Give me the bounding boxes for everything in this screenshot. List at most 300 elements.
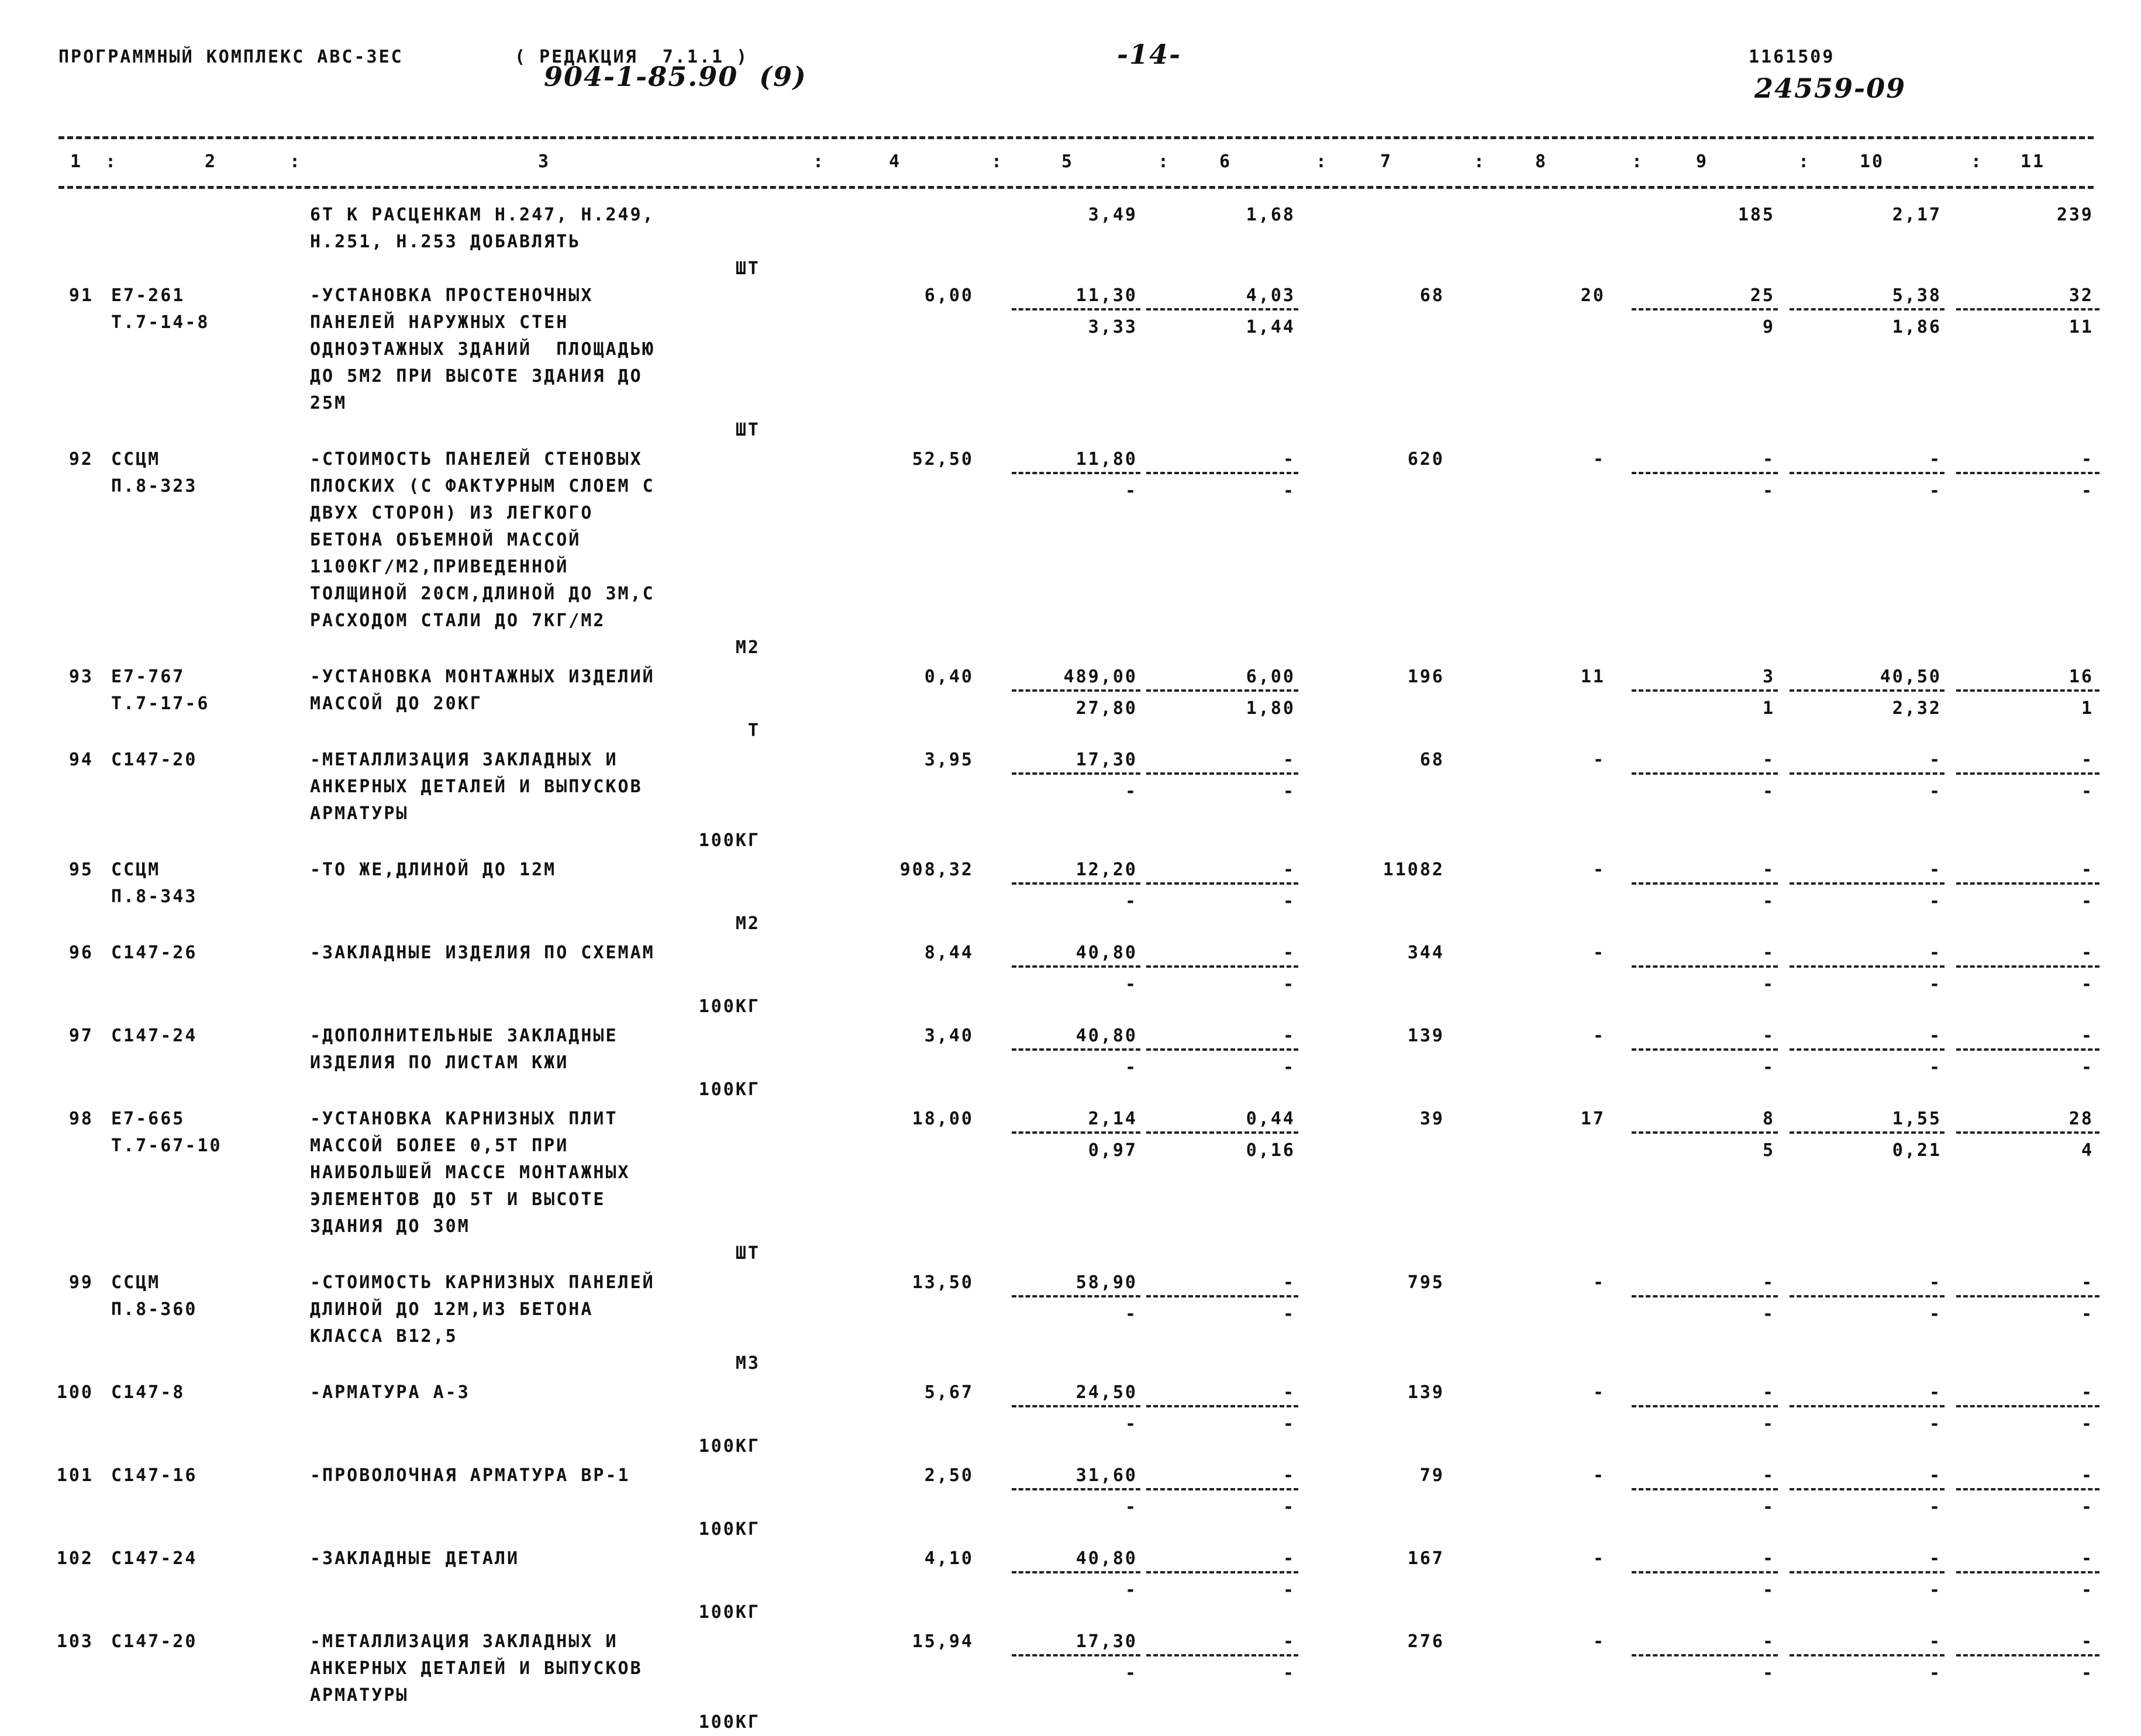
- row-description-line: ОДНОЭТАЖНЫХ ЗДАНИЙ ПЛОЩАДЬЮ: [310, 339, 655, 360]
- row-c6: -: [1282, 943, 1295, 963]
- row-c9: -: [1762, 860, 1775, 880]
- row-description-line: ДЛИНОЙ ДО 12М,ИЗ БЕТОНА: [310, 1299, 594, 1320]
- subtotal-divider: [1632, 1131, 1778, 1134]
- row-unit: 100КГ: [698, 1519, 760, 1540]
- row-c6: -: [1282, 1465, 1295, 1486]
- row-description-line: -ЗАКЛАДНЫЕ ДЕТАЛИ: [310, 1548, 520, 1569]
- row-code: С147-26: [111, 943, 198, 963]
- row-c5: 12,20: [1075, 860, 1137, 880]
- row-description-line: БЕТОНА ОБЪЕМНОЙ МАССОЙ: [310, 530, 581, 550]
- subtotal-divider: [1012, 1571, 1140, 1573]
- row-description-line: -СТОИМОСТЬ ПАНЕЛЕЙ СТЕНОВЫХ: [310, 449, 643, 470]
- row-c11: -: [2081, 1548, 2094, 1569]
- row-c7: 276: [1407, 1631, 1444, 1652]
- row-code: Е7-665: [111, 1109, 185, 1129]
- column-separator: :: [813, 151, 826, 172]
- row-c7: 68: [1419, 285, 1444, 306]
- subtotal-divider: [1956, 1488, 2099, 1490]
- subtotal-divider: [1146, 689, 1298, 692]
- subtotal-divider: [1012, 1405, 1140, 1407]
- row-c11b: -: [2081, 1580, 2094, 1600]
- subtotal-divider: [1146, 772, 1298, 775]
- row-c9: -: [1762, 1026, 1775, 1046]
- row-code-secondary: П.8-343: [111, 886, 198, 907]
- row-description-line: -УСТАНОВКА ПРОСТЕНОЧНЫХ: [310, 285, 594, 306]
- row-c11b: -: [2081, 1414, 2094, 1434]
- row-c11b: -: [2081, 1304, 2094, 1324]
- row-c10b: 2,32: [1892, 698, 1942, 719]
- row-c10b: -: [1929, 1304, 1942, 1324]
- subtotal-divider: [1632, 1654, 1778, 1656]
- row-c5: 17,30: [1075, 750, 1137, 770]
- row-code-secondary: Т.7-17-6: [111, 693, 210, 714]
- row-c6b: 1,80: [1246, 698, 1295, 719]
- row-description-line: ПЛОСКИХ (С ФАКТУРНЫМ СЛОЕМ С: [310, 476, 655, 496]
- intro-c9: 185: [1737, 205, 1775, 225]
- column-header-8: 8: [1535, 151, 1548, 172]
- row-c9b: -: [1762, 1663, 1775, 1683]
- row-c10b: -: [1929, 1057, 1942, 1078]
- row-c6b: -: [1282, 481, 1295, 501]
- row-c4: 5,67: [924, 1382, 974, 1403]
- subtotal-divider: [1632, 772, 1778, 775]
- row-code: ССЦМ: [111, 1272, 161, 1293]
- row-description-line: ДО 5М2 ПРИ ВЫСОТЕ ЗДАНИЯ ДО: [310, 366, 643, 386]
- row-c5: 489,00: [1063, 667, 1137, 687]
- row-description-line: -УСТАНОВКА МОНТАЖНЫХ ИЗДЕЛИЙ: [310, 667, 655, 687]
- row-c6: -: [1282, 449, 1295, 470]
- intro-text-line: Н.251, Н.253 ДОБАВЛЯТЬ: [310, 232, 581, 252]
- row-c7: 39: [1419, 1109, 1444, 1129]
- row-c4: 18,00: [912, 1109, 974, 1129]
- row-c9b: 1: [1762, 698, 1775, 719]
- row-unit: М2: [735, 913, 760, 934]
- row-description-line: -ДОПОЛНИТЕЛЬНЫЕ ЗАКЛАДНЫЕ: [310, 1026, 618, 1046]
- column-header-6: 6: [1219, 151, 1232, 172]
- document-number: 1161509: [1749, 47, 1835, 67]
- row-description-line: -ПРОВОЛОЧНАЯ АРМАТУРА ВР-1: [310, 1465, 630, 1486]
- column-separator: :: [1316, 151, 1329, 172]
- row-c5: 58,90: [1075, 1272, 1137, 1293]
- row-c5b: -: [1125, 1057, 1137, 1078]
- column-header-10: 10: [1860, 151, 1885, 172]
- row-c6b: -: [1282, 1414, 1295, 1434]
- row-c9: -: [1762, 1272, 1775, 1293]
- row-description-line: -МЕТАЛЛИЗАЦИЯ ЗАКЛАДНЫХ И: [310, 1631, 618, 1652]
- column-header-4: 4: [889, 151, 902, 172]
- row-code-secondary: П.8-323: [111, 476, 198, 496]
- row-description-line: АНКЕРНЫХ ДЕТАЛЕЙ И ВЫПУСКОВ: [310, 1658, 643, 1679]
- column-separator: :: [105, 151, 118, 172]
- row-description-line: 1100КГ/М2,ПРИВЕДЕННОЙ: [310, 557, 569, 577]
- row-c11: -: [2081, 1631, 2094, 1652]
- subtotal-divider: [1146, 1048, 1298, 1051]
- row-c11: 16: [2068, 667, 2094, 687]
- row-c4: 13,50: [912, 1272, 974, 1293]
- row-c4: 15,94: [912, 1631, 974, 1652]
- subtotal-divider: [1012, 308, 1140, 310]
- row-c7: 68: [1419, 750, 1444, 770]
- row-c6b: 1,44: [1246, 317, 1295, 337]
- subtotal-divider: [1146, 965, 1298, 968]
- row-c4: 3,40: [924, 1026, 974, 1046]
- subtotal-divider: [1146, 1131, 1298, 1134]
- row-c5: 40,80: [1075, 943, 1137, 963]
- row-number: 98: [68, 1109, 94, 1129]
- subtotal-divider: [1146, 882, 1298, 885]
- subtotal-divider: [1146, 1405, 1298, 1407]
- row-c6: -: [1282, 1548, 1295, 1569]
- row-number: 91: [68, 285, 94, 306]
- row-c8: -: [1592, 1026, 1605, 1046]
- row-c10: -: [1929, 1272, 1942, 1293]
- row-c7: 620: [1407, 449, 1444, 470]
- column-header-5: 5: [1061, 151, 1074, 172]
- row-c8: -: [1592, 449, 1605, 470]
- subtotal-divider: [1146, 1295, 1298, 1297]
- intro-unit: ШТ: [735, 258, 760, 279]
- intro-c11: 239: [2056, 205, 2094, 225]
- row-description-line: ПАНЕЛЕЙ НАРУЖНЫХ СТЕН: [310, 312, 569, 333]
- column-separator: :: [1632, 151, 1644, 172]
- row-c5b: 27,80: [1075, 698, 1137, 719]
- row-description-line: АРМАТУРЫ: [310, 803, 409, 824]
- row-c6b: -: [1282, 1580, 1295, 1600]
- row-c8: -: [1592, 943, 1605, 963]
- subtotal-divider: [1012, 472, 1140, 474]
- row-c5b: -: [1125, 1663, 1137, 1683]
- row-c11b: -: [2081, 481, 2094, 501]
- row-unit: 100КГ: [698, 830, 760, 851]
- subtotal-divider: [1790, 882, 1945, 885]
- row-c11b: -: [2081, 1663, 2094, 1683]
- row-c10: -: [1929, 1026, 1942, 1046]
- subtotal-divider: [1012, 689, 1140, 692]
- row-c10b: -: [1929, 481, 1942, 501]
- row-c6: -: [1282, 1631, 1295, 1652]
- row-c11b: -: [2081, 891, 2094, 912]
- row-c11b: 11: [2068, 317, 2094, 337]
- subtotal-divider: [1632, 965, 1778, 968]
- subtotal-divider: [1790, 472, 1945, 474]
- row-c11: -: [2081, 943, 2094, 963]
- row-code: С147-8: [111, 1382, 185, 1403]
- row-c6: -: [1282, 860, 1295, 880]
- row-c10: -: [1929, 943, 1942, 963]
- column-header-9: 9: [1696, 151, 1709, 172]
- column-separator: :: [991, 151, 1004, 172]
- row-c4: 4,10: [924, 1548, 974, 1569]
- subtotal-divider: [1632, 1048, 1778, 1051]
- row-description-line: НАИБОЛЬШЕЙ МАССЕ МОНТАЖНЫХ: [310, 1162, 630, 1183]
- row-c8: -: [1592, 1272, 1605, 1293]
- row-c9: -: [1762, 750, 1775, 770]
- row-number: 92: [68, 449, 94, 470]
- intro-text-line: 6Т К РАСЦЕНКАМ Н.247, Н.249,: [310, 205, 655, 225]
- row-c4: 52,50: [912, 449, 974, 470]
- row-c5b: -: [1125, 1304, 1137, 1324]
- row-unit: 100КГ: [698, 1602, 760, 1623]
- row-c9b: -: [1762, 974, 1775, 995]
- column-separator: :: [289, 151, 302, 172]
- row-description-line: -АРМАТУРА А-3: [310, 1382, 470, 1403]
- row-c9b: 9: [1762, 317, 1775, 337]
- row-c10: -: [1929, 750, 1942, 770]
- subtotal-divider: [1956, 772, 2099, 775]
- row-code-secondary: П.8-360: [111, 1299, 198, 1320]
- subtotal-divider: [1012, 1654, 1140, 1656]
- page-number: -14-: [1117, 39, 1182, 70]
- subtotal-divider: [1956, 965, 2099, 968]
- row-c11b: 1: [2081, 698, 2094, 719]
- row-c6: 4,03: [1246, 285, 1295, 306]
- subtotal-divider: [1790, 772, 1945, 775]
- row-unit: 100КГ: [698, 1436, 760, 1457]
- row-c9b: -: [1762, 1580, 1775, 1600]
- row-c11b: -: [2081, 1497, 2094, 1517]
- row-c6: 6,00: [1246, 667, 1295, 687]
- column-header-1: 1: [70, 151, 83, 172]
- row-c11b: -: [2081, 781, 2094, 802]
- subtotal-divider: [1790, 1488, 1945, 1490]
- column-separator: :: [1971, 151, 1984, 172]
- row-c6b: -: [1282, 1497, 1295, 1517]
- subtotal-divider: [1956, 472, 2099, 474]
- subtotal-divider: [1012, 1488, 1140, 1490]
- row-c6: 0,44: [1246, 1109, 1295, 1129]
- subtotal-divider: [1790, 1405, 1945, 1407]
- row-c8: -: [1592, 750, 1605, 770]
- row-c7: 79: [1419, 1465, 1444, 1486]
- subtotal-divider: [1632, 472, 1778, 474]
- row-c9: 25: [1750, 285, 1775, 306]
- edition-label: ( РЕДАКЦИЯ 7.1.1 ): [515, 47, 749, 67]
- row-c7: 344: [1407, 943, 1444, 963]
- subtotal-divider: [1012, 1295, 1140, 1297]
- row-c9: 3: [1762, 667, 1775, 687]
- row-c4: 3,95: [924, 750, 974, 770]
- subtotal-divider: [1012, 1048, 1140, 1051]
- subtotal-divider: [1012, 1131, 1140, 1134]
- row-unit: 100КГ: [698, 996, 760, 1017]
- row-unit: ШТ: [735, 1243, 760, 1264]
- row-c6b: -: [1282, 1304, 1295, 1324]
- row-c8: 17: [1580, 1109, 1605, 1129]
- subtotal-divider: [1146, 1654, 1298, 1656]
- row-number: 100: [56, 1382, 94, 1403]
- row-c4: 2,50: [924, 1465, 974, 1486]
- subtotal-divider: [1956, 1131, 2099, 1134]
- row-c6b: -: [1282, 891, 1295, 912]
- row-code: С147-24: [111, 1026, 198, 1046]
- intro-c5: 3,49: [1088, 205, 1137, 225]
- subtotal-divider: [1956, 689, 2099, 692]
- row-number: 102: [56, 1548, 94, 1569]
- row-c11: -: [2081, 449, 2094, 470]
- row-c10: 40,50: [1880, 667, 1942, 687]
- row-c6b: -: [1282, 781, 1295, 802]
- row-c9b: -: [1762, 891, 1775, 912]
- row-description-line: ЗДАНИЯ ДО 30М: [310, 1216, 470, 1237]
- project-code: 904-1-85.90 (9): [544, 61, 807, 92]
- subtotal-divider: [1632, 1295, 1778, 1297]
- row-c11: 32: [2068, 285, 2094, 306]
- row-number: 97: [68, 1026, 94, 1046]
- header-rule-bottom: [58, 186, 2094, 189]
- subtotal-divider: [1790, 1131, 1945, 1134]
- row-c8: 20: [1580, 285, 1605, 306]
- row-description-line: КЛАССА В12,5: [310, 1326, 458, 1347]
- row-unit: М3: [735, 1353, 760, 1373]
- row-c5b: -: [1125, 1414, 1137, 1434]
- row-c10b: -: [1929, 1580, 1942, 1600]
- row-code: С147-24: [111, 1548, 198, 1569]
- column-header-7: 7: [1380, 151, 1393, 172]
- row-c9: -: [1762, 449, 1775, 470]
- row-c9: 8: [1762, 1109, 1775, 1129]
- row-number: 95: [68, 860, 94, 880]
- row-unit: М2: [735, 637, 760, 658]
- row-unit: ШТ: [735, 420, 760, 440]
- row-c5b: -: [1125, 481, 1137, 501]
- row-c9: -: [1762, 943, 1775, 963]
- row-c10: -: [1929, 1382, 1942, 1403]
- row-c11: -: [2081, 1382, 2094, 1403]
- subtotal-divider: [1146, 1488, 1298, 1490]
- row-c10b: -: [1929, 891, 1942, 912]
- row-c7: 196: [1407, 667, 1444, 687]
- row-c5: 2,14: [1088, 1109, 1137, 1129]
- row-c10: -: [1929, 1631, 1942, 1652]
- row-c9b: -: [1762, 781, 1775, 802]
- row-number: 94: [68, 750, 94, 770]
- row-description-line: -ЗАКЛАДНЫЕ ИЗДЕЛИЯ ПО СХЕМАМ: [310, 943, 655, 963]
- row-code-secondary: Т.7-67-10: [111, 1136, 222, 1156]
- row-c8: -: [1592, 1631, 1605, 1652]
- row-c11: -: [2081, 750, 2094, 770]
- subtotal-divider: [1146, 308, 1298, 310]
- row-c11: -: [2081, 1465, 2094, 1486]
- header-rule-top: [58, 136, 2094, 139]
- row-c10b: -: [1929, 781, 1942, 802]
- row-c10: -: [1929, 1465, 1942, 1486]
- subtotal-divider: [1790, 689, 1945, 692]
- subtotal-divider: [1146, 472, 1298, 474]
- row-description-line: МАССОЙ БОЛЕЕ 0,5Т ПРИ: [310, 1136, 569, 1156]
- row-c10b: -: [1929, 1497, 1942, 1517]
- row-c8: -: [1592, 1382, 1605, 1403]
- row-c9b: -: [1762, 1414, 1775, 1434]
- subtotal-divider: [1012, 772, 1140, 775]
- column-header-3: 3: [538, 151, 551, 172]
- row-c6: -: [1282, 1382, 1295, 1403]
- row-c4: 908,32: [899, 860, 974, 880]
- subtotal-divider: [1790, 1048, 1945, 1051]
- row-c9: -: [1762, 1548, 1775, 1569]
- row-c4: 8,44: [924, 943, 974, 963]
- row-c9b: -: [1762, 481, 1775, 501]
- row-c10: 5,38: [1892, 285, 1942, 306]
- row-c4: 6,00: [924, 285, 974, 306]
- row-c9: -: [1762, 1382, 1775, 1403]
- subtotal-divider: [1012, 882, 1140, 885]
- subtotal-divider: [1790, 308, 1945, 310]
- row-c5: 40,80: [1075, 1548, 1137, 1569]
- row-c4: 0,40: [924, 667, 974, 687]
- intro-c10: 2,17: [1892, 205, 1942, 225]
- row-description-line: ИЗДЕЛИЯ ПО ЛИСТАМ КЖИ: [310, 1052, 569, 1073]
- row-c5: 17,30: [1075, 1631, 1137, 1652]
- row-c10: -: [1929, 449, 1942, 470]
- row-c11: -: [2081, 1272, 2094, 1293]
- column-separator: :: [1798, 151, 1811, 172]
- row-c7: 167: [1407, 1548, 1444, 1569]
- row-description-line: РАСХОДОМ СТАЛИ ДО 7КГ/М2: [310, 610, 606, 631]
- row-code: ССЦМ: [111, 860, 161, 880]
- row-c8: 11: [1580, 667, 1605, 687]
- column-header-11: 11: [2021, 151, 2046, 172]
- row-c5b: 0,97: [1088, 1140, 1137, 1161]
- subtotal-divider: [1632, 1571, 1778, 1573]
- row-c7: 795: [1407, 1272, 1444, 1293]
- subtotal-divider: [1632, 689, 1778, 692]
- row-description-line: 25М: [310, 393, 347, 413]
- row-c10b: 0,21: [1892, 1140, 1942, 1161]
- row-c6: -: [1282, 1272, 1295, 1293]
- row-c7: 139: [1407, 1026, 1444, 1046]
- subtotal-divider: [1956, 1048, 2099, 1051]
- row-code: Е7-767: [111, 667, 185, 687]
- row-c11: -: [2081, 1026, 2094, 1046]
- row-unit: 100КГ: [698, 1712, 760, 1732]
- row-description-line: -ТО ЖЕ,ДЛИНОЙ ДО 12М: [310, 860, 557, 880]
- row-c11b: 4: [2081, 1140, 2094, 1161]
- row-c5b: -: [1125, 1580, 1137, 1600]
- row-c5b: 3,33: [1088, 317, 1137, 337]
- row-unit: Т: [747, 720, 760, 741]
- row-c5b: -: [1125, 781, 1137, 802]
- row-unit: 100КГ: [698, 1079, 760, 1100]
- row-c5: 40,80: [1075, 1026, 1137, 1046]
- row-c10: 1,55: [1892, 1109, 1942, 1129]
- subtotal-divider: [1956, 1295, 2099, 1297]
- subtotal-divider: [1146, 1571, 1298, 1573]
- row-code: С147-20: [111, 1631, 198, 1652]
- row-c5b: -: [1125, 891, 1137, 912]
- row-c10: -: [1929, 860, 1942, 880]
- subtotal-divider: [1632, 308, 1778, 310]
- row-c6b: -: [1282, 1057, 1295, 1078]
- column-separator: :: [1474, 151, 1487, 172]
- subtotal-divider: [1956, 1654, 2099, 1656]
- subtotal-divider: [1790, 1571, 1945, 1573]
- row-c9b: -: [1762, 1497, 1775, 1517]
- row-description-line: АНКЕРНЫХ ДЕТАЛЕЙ И ВЫПУСКОВ: [310, 776, 643, 797]
- row-description-line: -МЕТАЛЛИЗАЦИЯ ЗАКЛАДНЫХ И: [310, 750, 618, 770]
- row-description-line: ТОЛЩИНОЙ 20СМ,ДЛИНОЙ ДО 3М,С: [310, 584, 655, 604]
- row-number: 96: [68, 943, 94, 963]
- row-c10b: -: [1929, 974, 1942, 995]
- subtotal-divider: [1790, 1295, 1945, 1297]
- row-code: Е7-261: [111, 285, 185, 306]
- row-c8: -: [1592, 1548, 1605, 1569]
- subtotal-divider: [1790, 965, 1945, 968]
- subtotal-divider: [1632, 882, 1778, 885]
- row-code: С147-20: [111, 750, 198, 770]
- row-c11: 28: [2068, 1109, 2094, 1129]
- row-c8: -: [1592, 860, 1605, 880]
- row-c6: -: [1282, 750, 1295, 770]
